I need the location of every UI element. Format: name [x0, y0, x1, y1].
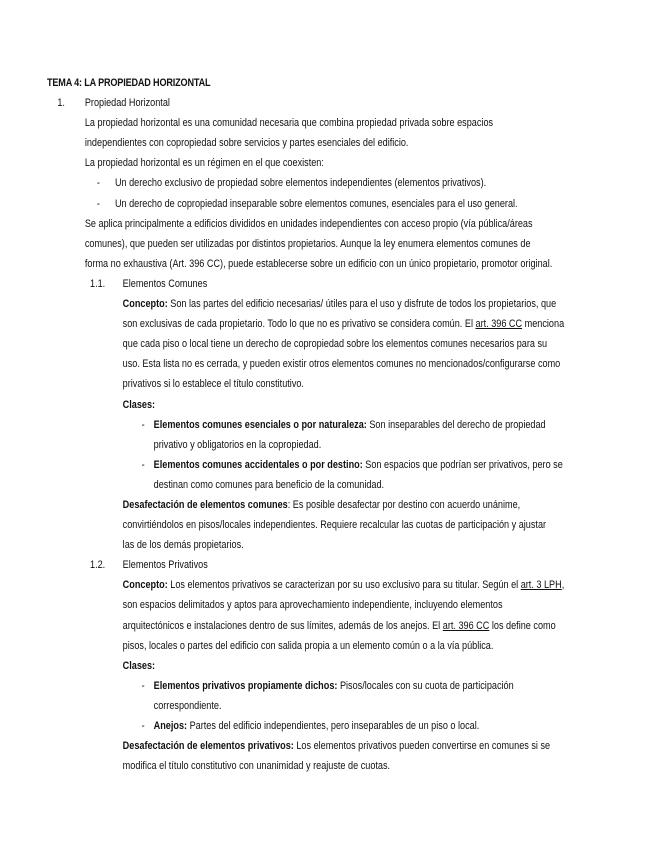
bullet-text: Anejos: Partes del edificio independientes, pero inseparables de un piso o local. — [153, 720, 480, 732]
bullet-continuation: privativo y obligatorios en la copropiedad. — [153, 438, 322, 451]
paragraph-line: arquitectónicos e instalaciones dentro de sus límites, además de los anejos. El art. 396 CC los define como — [122, 619, 556, 632]
paragraph-line: las de los demás propietarios. — [122, 539, 244, 552]
bullet-text: Elementos privativos propiamente dichos: Pisos/locales con su cuota de participación — [153, 679, 514, 692]
section-number: 1.2. — [90, 559, 106, 572]
law-link[interactable]: art. 396 CC — [475, 318, 523, 331]
concepto-label: Concepto: — [122, 579, 168, 592]
section-1-heading — [47, 93, 628, 113]
paragraph-line: independientes con copropiedad sobre servicios y partes esenciales del edificio. — [84, 137, 409, 150]
bullet-dash: - — [141, 418, 145, 431]
bullet-dash: - — [141, 458, 145, 471]
paragraph-line: forma no exhaustiva (Art. 396 CC), puede establecerse sobre un edificio con un único propietario, promotor original. — [84, 257, 553, 270]
paragraph-line: La propiedad horizontal es una comunidad necesaria que combina propiedad privada sobre espacios — [84, 117, 494, 130]
bullet-item — [47, 716, 628, 736]
section-heading: Elementos Privativos — [122, 559, 208, 572]
bullet-text: Un derecho exclusivo de propiedad sobre elementos independientes (elementos privativos). — [114, 177, 487, 190]
bullet-continuation: correspondiente. — [153, 699, 222, 712]
paragraph-line: modifica el título constitutivo con unanimidad y reajuste de cuotas. — [122, 760, 391, 773]
clases-label: Clases: — [122, 398, 156, 411]
section-heading: Propiedad Horizontal — [84, 97, 170, 110]
concepto-label: Concepto: — [122, 298, 168, 311]
paragraph-line: pisos, locales o partes del edificio con salida propia a un elemento común o a la vía pública. — [122, 639, 494, 652]
section-heading: Elementos Comunes — [122, 277, 208, 290]
paragraph-line: Concepto: Los elementos privativos se caracterizan por su uso exclusivo para su titular. Según el art. 3 LPH, — [122, 579, 565, 592]
clases-label: Clases: — [122, 659, 156, 672]
section-1-1-heading — [47, 274, 628, 294]
bullet-text: Elementos comunes accidentales o por destino: Son espacios que podrían ser privativos, pero se — [153, 458, 563, 471]
bullet-item — [47, 415, 628, 435]
bullet-item — [47, 455, 628, 475]
bullet-dash: - — [96, 197, 100, 210]
document-title: TEMA 4: LA PROPIEDAD HORIZONTAL — [47, 77, 211, 89]
bullet-text: Un derecho de copropiedad inseparable sobre elementos comunes, esenciales para el uso general. — [114, 197, 518, 210]
bullet-dash: - — [96, 177, 100, 190]
law-link[interactable]: art. 396 CC — [442, 619, 490, 632]
paragraph-line: La propiedad horizontal es un régimen en el que coexisten: — [84, 157, 324, 170]
paragraph-line: son exclusivas de cada propietario. Todo lo que no es privativo se considera común. El art. 396 CC menciona — [122, 318, 565, 331]
section-1-2-heading — [47, 555, 628, 575]
paragraph-line: que cada piso o local tiene un derecho de copropiedad sobre los elementos comunes necesarios para su — [122, 338, 548, 351]
law-link[interactable]: art. 3 LPH — [520, 579, 562, 592]
bullet-item — [47, 173, 628, 193]
section-number: 1. — [57, 97, 65, 110]
paragraph-line: privativos si lo establece el título constitutivo. — [122, 378, 304, 391]
bullet-item — [47, 676, 628, 696]
paragraph-line: Desafectación de elementos privativos: Los elementos privativos pueden convertirse en comunes si se — [122, 740, 551, 753]
bullet-continuation: destinan como comunes para beneficio de la comunidad. — [153, 478, 385, 491]
paragraph-line: Se aplica principalmente a edificios divididos en unidades independientes con acceso propio (vía pública/áreas — [84, 217, 533, 230]
bullet-dash: - — [141, 679, 145, 692]
bullet-item — [47, 194, 628, 214]
paragraph-line: convirtiéndolos en pisos/locales independientes. Requiere recalcular las cuotas de participación y ajustar — [122, 519, 547, 532]
bullet-text: Elementos comunes esenciales o por naturaleza: Son inseparables del derecho de propiedad — [153, 418, 546, 431]
paragraph-line: uso. Esta lista no es cerrada, y pueden existir otros elementos comunes no mencionados/configurarse como — [122, 358, 561, 371]
document-body — [47, 73, 628, 776]
paragraph-line: Concepto: Son las partes del edificio necesarias/ útiles para el uso y disfrute de todos los propietarios, que — [122, 298, 557, 311]
bullet-dash: - — [141, 720, 145, 732]
paragraph-line: Desafectación de elementos comunes: Es posible desafectar por destino con acuerdo unánime, — [122, 498, 521, 511]
section-number: 1.1. — [90, 277, 106, 290]
paragraph-line: comunes), que pueden ser utilizadas por distintos propietarios. Aunque la ley enumera elementos comunes de — [84, 237, 531, 250]
paragraph-line: son espacios delimitados y aptos para aprovechamiento independiente, incluyendo elementos — [122, 599, 503, 612]
